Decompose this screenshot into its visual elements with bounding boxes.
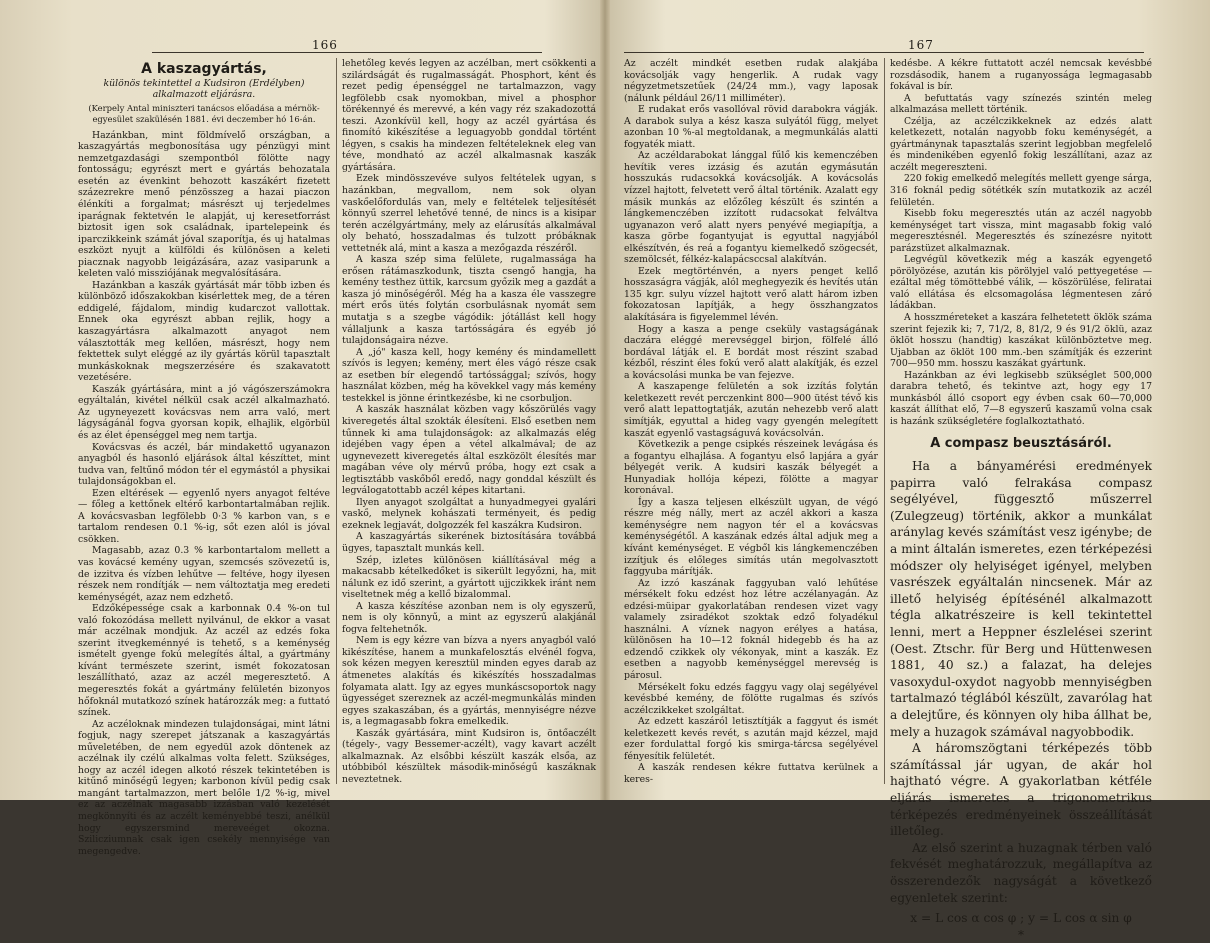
header-rule <box>152 52 542 53</box>
article-subtitle: különös tekintettel a Kudsiron (Erdélyben) alkalmazott eljárásra. <box>78 78 330 101</box>
paragraph: Mérsékelt foku edzés faggyu vagy olaj segélyével kevésbbé kemény, de fölötte rugalmas és szívós aczélczikkeket szolgáltat. <box>624 682 878 717</box>
left-page <box>0 0 600 800</box>
section-title: A compasz beusztásáról. <box>890 436 1152 453</box>
paragraph: Kaszák gyártására, mint Kudsiron is, öntőaczélt (tégely-, vagy Bessemer-aczélt), vagy kavart aczélt alkalmaznak. Az elsőbbi készült kaszák elsőa, az utóbbiból készültek második-minőségű kaszáknak neveztetnek. <box>342 728 596 786</box>
paragraph: Kaszák gyártására, mint a jó vágószerszámokra egyáltalán, kivétel nélkül csak aczél alkalmazható. Az ugyneyezett kovácsvas nem arra való, mert lágyságánál fogva gyorsan kopik, elhajlik, elgörbül és az élet épenséggel meg nem tartja. <box>78 384 330 442</box>
book-gutter <box>600 0 610 800</box>
paragraph: 220 fokig emelkedő melegítés mellett gyenge sárga, 316 foknál pedig sötétkék szín mutatkozik az aczél felületén. <box>890 173 1152 208</box>
paragraph: A kaszák használat közben vagy kőszörülés vagy kiveregetés által szokták élesíteni. Első esetben nem tűnnek ki ama tulajdonságok: az alkalmazás elég idejében vagy épen a vétel alkalmával; de az ugynevezett kiveregetés által eszközölt élesítés mar magában véve oly mérvű próba, hogy ezt csak a legtisztább vaskőből eredő, nagy gonddal készült és legválogatottabb aczél képes kitartani. <box>342 404 596 496</box>
paragraph: Kovácsvas és aczél, bár mindakettő ugyanazon anyagból és hasonló eljárások által készíttet, mint tudva van, feltűnő módon tér el egymástól a physikai tulajdonságokban el. <box>78 442 330 488</box>
paragraph: A háromszögtani térképezés több számítással jár ugyan, de akár hol hajtható végre. A gyakorlatban kétféle eljárás ismeretes a trigonometrikus térképezés eredményeinek összeállítását illetőleg. <box>890 740 1152 840</box>
paragraph: Ha a bányamérési eredmények papirra való felrakása compasz segélyével, függesztő műszerrel (Zulegzeug) történik, akkor a munkálat aránylag kevés számítást vesz igénybe; de a mint általán ismeretes, ezen térképezési módszer oly helyiséget igényel, melyben vasrészek egyáltalán nincsenek. Már az illető helyiség építésénél alkalmazott tégla alkatrészeire is kell tekintettel lenni, mert a Heppner észlelései szerint (Oest. Ztschr. für Berg und Hüttenwesen 1881, 40 sz.) a falazat, ha delejes vasoxydul-oxydot nagyobb mennyiségben tartalmazó téglából készült, zavarólag hat a delejtűre, és könnyen oly hiba állhat be, mely a huzagok számával nagyobbodik. <box>890 458 1152 740</box>
paragraph: A hosszméreteket a kaszára felhetetett öklök száma szerint fejezik ki; 7, 71/2, 8, 81/2, 9 és 91/2 öklü, azaz öklöt hosszu (handtig) kaszákat különböztetve meg. Ujabban az öklöt 100 mm.-ben számítják és ezzerint 700—950 mm. hosszu kaszákat gyártunk. <box>890 312 1152 370</box>
compass-section <box>890 436 1152 943</box>
article-note: (Kerpely Antal miniszteri tanácsos előadása a mérnök-egyesület szakülésén 1881. évi deczember hó 16-án. <box>78 103 330 126</box>
paragraph: Ezek mindösszevéve sulyos feltételek ugyan, s hazánkban, megvallom, nem sok olyan vaskőelőfordulás van, mely e feltételek teljesítését könnyű szerrel lehetővé tenné, de nincs is a kisipar terén aczélgyártmány, mely az elárusítás alkalmával oly beható, hosszadalmas és tulzott próbáknak vettetnék alá, mint a kasza a mezőgazda részéről. <box>342 173 596 254</box>
right-page <box>610 0 1210 800</box>
paragraph: Következik a penge csipkés részeinek levágása és a fogantyu elhajlása. A fogantyu első lapjára a gyár bélyegét verik. A kudsiri kaszák bélyegét a Hunyadiak hollója képezi, fölötte a magyar koronával. <box>624 439 878 497</box>
paragraph: Hogy a kasza a penge cseküly vastagságának daczára eléggé merevséggel birjon, fölfelé álló bordával látják el. E bordát most részint szabad kézből, részint éles fokú verő alatt alakítják, és ezzel a kovácsolási munka be van fejezve. <box>624 324 878 382</box>
paragraph: A kasza készítése azonban nem is oly egyszerű, nem is oly könnyű, a mint az egyszerű alakjánál fogva feltehetnők. <box>342 601 596 636</box>
paragraph: A befuttatás vagy színezés szintén meleg alkalmazása mellett történik. <box>890 93 1152 116</box>
page-number: 167 <box>908 38 934 52</box>
paragraph: A kaszagyártás sikerének biztosítására továbbá ügyes, tapasztalt munkás kell. <box>342 531 596 554</box>
paragraph: A „jó" kasza kell, hogy kemény és mindamellett szívós is legyen; kemény, mert éles vágó része csak az esetben bír elegendő tartóssággal; szívós, hogy használat közben, még ha kövekkel vagy más kemény testekkel is jönne érintkezésbe, ki ne csorbuljon. <box>342 347 596 405</box>
paragraph: Edzőképessége csak a karbonnak 0.4 %-on tul való fokozódása mellett nyilvánul, de ekkor a vasat már aczélnak mondjuk. Az aczél az edzés foka szerint itvegkeménnyé is tehető, s a keménység ismételt gyenge fokú melegítés által, a gyártmány kívánt természete szerint, ismét fokozatosan leszállítható, azaz az aczél megeresztető. A megeresztés fokát a gyártmány felületén bizonyos hőfoknál mutatkozó színek határozzák meg: a futtató színek. <box>78 603 330 718</box>
paragraph: A kaszák rendesen kékre futtatva kerülnek a keres- <box>624 762 878 785</box>
paragraph: Ezen eltérések — egyenlő nyers anyagot feltéve — főleg a kettőnek eltérő karbontartalmában rejlik. A kovácsvasban legfölebb 0·3 % karbon van, s e tartalom rendesen 0.1 %-ig, sőt ezen alól is jóval csökken. <box>78 488 330 546</box>
paragraph: E rudakat erős vasollóval rövid darabokra vágják. A darabok sulya a kész kasza sulyától függ, melyet azonban 10 %-al megtoldanak, a megmunkálás alatti fogyaték miatt. <box>624 104 878 150</box>
ornament-asterisk: * <box>890 927 1152 943</box>
paragraph: lehetőleg kevés legyen az aczélban, mert csökkenti a szilárdságát és rugalmasságát. Phosphort, ként és rezet pedig épenséggel ne tartalmazzon, vagy legfölebb csak nyomokban, mivel a phosphor törékennyé és merevvé, a kén vagy réz szakadozottá teszi. Azonkívül kell, hogy az aczél gyártása és finomító kikészítése a leguagyobb gonddal történt légyen, s csakis ha mindezen feltételeknek eleg van téve, mondható az aczél alkalmasnak kaszák gyártására. <box>342 58 596 173</box>
paragraph: Az aczéloknak mindezen tulajdonságai, mint látni fogjuk, nagy szerepet játszanak a kaszagyártás műveletében, de nem egyedül azok döntenek az aczélnak ily czélú alkalmas volta felett. Szükséges, hogy az aczél idegen alkotó részek tekintetében is kitűnő minőségű legyen; karbonon kívül pedig csak mangánt tartalmazzon, mert belőle 1/2 %-ig, mivel ez az aczélnak magasabb izzásban való kezelését megkönnyíti és az aczélt keményebbé teszi, anélkül hogy egyszersmind mereveéget okozna. Szilicziumnak csak igen csekély mennyisége van megengedve. <box>78 719 330 858</box>
paragraph: Hazánkban, mint földmívelő országban, a kaszagyártás megbonosítása ugy pénzügyi mint nemzetgazdasági szempontból fölötte nagy fontosságu; egyrészt mert e gyártás behozatala esetén az évenkint behozott kaszákért fizetett százezrekre menő pénzösszeg a hazai piaczon élénkíti a forgalmat; másrészt uj terjedelmes iparágnak fektetvén le alapját, uj keresetforrást biztosit igen sok családnak, ipartelepeink és iparczikkeink számát jóval szaporítja, és uj hatalmas eszközt nyujt a külföldi és különösen a keleti piacznak nagyobb leigázására, azaz vasiparunk a keleten való missziójának megvalósítására. <box>78 130 330 280</box>
left-column-one <box>78 58 330 788</box>
left-column-two <box>342 58 596 788</box>
paragraph: A kaszapenge felületén a sok izzítás folytán keletkezett revét perczenkint 800—900 ütést tévő kis verő alatt lepattogtatják, azután nehezebb verő alatt simítják, egyuttal a hideg vagy gyengén melegített kaszát egyenlő vastagságuvá kovácsolván. <box>624 381 878 439</box>
paragraph: Így a kasza teljesen elkészült ugyan, de végó részre még nálly, mert az aczél akkori a kasza keménységre nem nagyon tér el a kovácsvas keménységétől. A kaszának edzés által adjuk meg a kívánt keménységet. E végből kis lángkemenczében izzítjuk és előleges simítás után megolvasztott faggyuba márítják. <box>624 497 878 578</box>
paragraph: Ilyen anyagot szolgáltat a hunyadmegyei gyalári vaskő, melynek kohászati terményeit, és pedig ezeknek legjavát, dolgozzék fel kaszákra Kudsiron. <box>342 497 596 532</box>
paragraph: Magasabb, azaz 0.3 % karbontartalom mellett a vas kovácsé kemény ugyan, szemcsés szövezetű is, de izzitva és vízben lehűtve — feltéve, hogy ilyesen részek nem rondítják — nem változtatja meg eredeti keménységét, azaz nem edzhető. <box>78 545 330 603</box>
paragraph: Czélja, az aczélczikkeknek az edzés alatt keletkezett, notalán nagyobb foku keménységét, a gyártmánynak tapasztalás szerint legjobban megfelelő és mindenikében egyenlő fokig leszállítani, azaz az aczélt megereszteni. <box>890 116 1152 174</box>
paragraph: Nem is egy kézre van bízva a nyers anyagból való kikészítése, hanem a munkafelosztás elvénél fogva, sok kézen megyen keresztül minden egyes darab az átmenetes alakítás és kikészítés hosszadalmas folyamata alatt. Igy az egyes munkáscsoportok nagy ügyességet szereznek az aczél-megmunkálás minden egyes szakaszában, és a gyártás, mennyiségre nézve is, a legmagasabb fokra emelkedik. <box>342 635 596 727</box>
paragraph: Az első szerint a huzagnak térben való fekvését meghatározzuk, megállapítva az összerendezők nagyságát a következő egyenletek szerint: <box>890 840 1152 906</box>
right-column-two <box>890 58 1152 784</box>
paragraph: Legvégül következik még a kaszák egyengető pörölyözése, azután kis pörölyjel való pettyegetése — ezáltal még tömöttebbé válik, — köszörülése, feliratai való ellátása és elcsomagolása légmentesen záró ládákban. <box>890 254 1152 312</box>
column-rule <box>884 58 885 784</box>
page-number: 166 <box>312 38 338 52</box>
column-rule <box>336 58 337 784</box>
paragraph: A kasza szép sima felülete, rugalmassága ha erősen rátámaszkodunk, tiszta csengő hangja, ha kemény testhez üttik, karcsum győzik meg a gazdát a kasza jó minőségéről. Még ha a kasza éle vasszegre mért erős ütés folytán csorbulásnak nyomát sem mutatja s a szegbe vágódik: jótállást kell hogy vállaljunk a kasza tartósságára és egyéb jó tulajdonságaira nézve. <box>342 254 596 346</box>
paragraph: Kisebb foku megeresztés után az aczél nagyobb keménységet tart vissza, mint magasabb fokig való megeresztésnél. Megeresztés és színezésre nyitott parázstüzet alkalmaznak. <box>890 208 1152 254</box>
paragraph: Hazánkban az évi legkisebb szükséglet 500,000 darabra tehető, és tekintve azt, hogy egy 17 munkásból álló csoport egy évben csak 60—70,000 kaszát állíthat elő, 7—8 egyszerű kaszamű volna csak is hazánk szükségletére foglalkoztatható. <box>890 370 1152 428</box>
paragraph: kedésbe. A kékre futtatott aczél nemcsak kevésbbé rozsdásodik, hanem a ruganyossága legmagasabb fokával is bír. <box>890 58 1152 93</box>
paragraph: Az aczélt mindkét esetben rudak alakjába kovácsolják vagy hengerlik. A rudak vagy négyzetmetszetűek (24/24 mm.), vagy laposak (nálunk például 26/11 milliméter). <box>624 58 878 104</box>
right-column-one <box>624 58 878 784</box>
header-rule <box>624 52 1144 53</box>
paragraph: Az edzett kaszáról letisztítják a faggyut és ismét keletkezett kevés revét, s azután majd kézzel, majd ezer fordulattal forgó kis smirga-tárcsa segélyével fényesítik felületét. <box>624 716 878 762</box>
paragraph: Az izzó kaszának faggyuban való lehűtése mérsékelt foku edzést hoz létre aczélanyagán. Az edzési-müipar gyakorlatában rendesen vizet vagy valamely zsiradékot szoktak edző folyadékul használni. A víznek nagyon erélyes a hatása, különösen ha 10—12 foknál hidegebb és ha az edzendő czikkek oly vékonyak, mint a kaszák. Ez esetben a nagyobb keménységgel merevség is párosul. <box>624 578 878 682</box>
paragraph: Szép, izletes különösen kiállításával még a makacsabb kételkedőket is sikerült legyőzni, ha, mit nálunk ez idő szerint, a gyártott ujjczikkek iránt nem viseltetnek még a kellő bizalommal. <box>342 555 596 601</box>
paragraph: Hazánkban a kaszák gyártását már több izben és különböző időszakokban kisérlettek meg, de a téren eddigelé, fájdalom, mindig kudarczot vallottak. Ennek oka egyrészt abban rejlik, hogy a kaszagyártásra alkalmazott anyagot nem választották meg kellően, másrészt, hogy nem fektettek sulyt eléggé az ily gyártás körül tapasztalt munkáskoknak megszerzésére és szakavatott vezetésére. <box>78 280 330 384</box>
paragraph: Ezek megtörténvén, a nyers penget kellő hosszaságra vágják, alól meghegyezik és hevítés után 135 kgr. sulyu vízzel hajtott verő alatt három izben fokozatosan lapítják, a hegy összhangzatos alakítására is figyelemmel lévén. <box>624 266 878 324</box>
formula: x = L cos α cos φ ; y = L cos α sin φ <box>890 910 1152 927</box>
article-title: A kaszagyártás, <box>78 64 330 76</box>
paragraph: Az aczéldarabokat lánggal fűlő kis kemenczében hevítik veres izzásig és azután egymásután hosszukás rudacsokká kovácsolják. A kovácsolás vízzel hajtott, felvetett verő által történik. Azalatt egy másik munkás az előzőleg készült és szintén a lángkemenczében izzított rudacsokat felváltva ugyanazon verő alatt nyers penyévé megiapítja, a kasza görbe fogantyujat is egyuttal nagyjából elkészítvén, és reá a fogantyu kiemelkedő szögecsét, szemölcsét, félkéz-kalapácsccsal alakítván. <box>624 150 878 265</box>
